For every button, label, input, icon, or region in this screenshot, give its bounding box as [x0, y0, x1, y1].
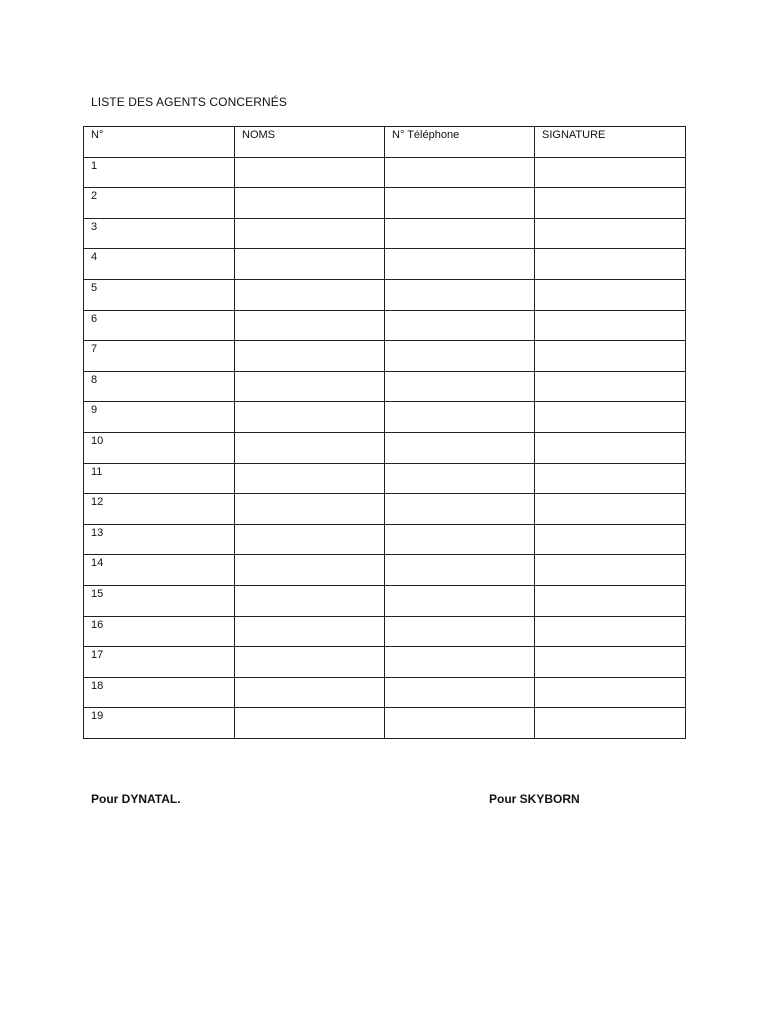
row-name-value: [242, 280, 384, 283]
row-name-value: [242, 464, 384, 467]
row-number-cell: [84, 585, 235, 616]
table-row: [84, 494, 686, 525]
row-name-value: [242, 372, 384, 375]
row-name-cell[interactable]: [235, 616, 385, 647]
row-signature-cell[interactable]: [535, 708, 686, 739]
row-number-cell: [84, 188, 235, 219]
row-phone-value: [392, 708, 534, 711]
row-name-value: [242, 555, 384, 558]
row-number-value: 17: [91, 649, 104, 662]
footer-dynatal: Pour DYNATAL.: [91, 792, 181, 806]
row-signature-cell[interactable]: [535, 616, 686, 647]
row-signature-value: [542, 219, 685, 222]
row-phone-cell[interactable]: [385, 249, 535, 280]
row-phone-value: [392, 617, 534, 620]
row-name-cell[interactable]: [235, 402, 385, 433]
agents-table: [83, 126, 686, 739]
footer-skyborn: Pour SKYBORN: [489, 792, 580, 806]
header-phone-label: N° Téléphone: [392, 129, 460, 141]
row-signature-value: [542, 249, 685, 252]
row-name-value: [242, 525, 384, 528]
row-name-value: [242, 188, 384, 191]
row-number-value: 1: [91, 159, 98, 172]
row-number-value: 3: [91, 220, 98, 233]
row-phone-value: [392, 525, 534, 528]
row-name-value: [242, 219, 384, 222]
row-name-cell[interactable]: [235, 432, 385, 463]
row-name-value: [242, 158, 384, 161]
row-name-cell[interactable]: [235, 218, 385, 249]
table-row: [84, 310, 686, 341]
row-signature-value: [542, 280, 685, 283]
row-number-value: 5: [91, 281, 98, 294]
row-signature-cell[interactable]: [535, 555, 686, 586]
row-phone-cell[interactable]: [385, 402, 535, 433]
row-signature-cell[interactable]: [535, 524, 686, 555]
row-name-value: [242, 647, 384, 650]
row-number-value: 10: [91, 434, 104, 447]
row-phone-value: [392, 464, 534, 467]
row-signature-cell[interactable]: [535, 494, 686, 525]
row-name-value: [242, 708, 384, 711]
row-name-cell[interactable]: [235, 341, 385, 372]
row-phone-value: [392, 586, 534, 589]
row-phone-value: [392, 188, 534, 191]
row-phone-cell[interactable]: [385, 371, 535, 402]
row-signature-cell[interactable]: [535, 463, 686, 494]
row-name-value: [242, 494, 384, 497]
header-phone: [385, 127, 535, 158]
table-row: [84, 157, 686, 188]
table-row: [84, 524, 686, 555]
row-signature-cell[interactable]: [535, 218, 686, 249]
document-title: LISTE DES AGENTS CONCERNÉS: [91, 95, 287, 109]
row-number-value: 6: [91, 312, 98, 325]
row-signature-cell[interactable]: [535, 585, 686, 616]
row-phone-cell[interactable]: [385, 555, 535, 586]
row-number-cell: [84, 341, 235, 372]
table-row: [84, 616, 686, 647]
row-signature-cell[interactable]: [535, 279, 686, 310]
row-signature-value: [542, 494, 685, 497]
row-signature-cell[interactable]: [535, 157, 686, 188]
row-number-cell: [84, 708, 235, 739]
row-signature-value: [542, 464, 685, 467]
row-phone-cell[interactable]: [385, 463, 535, 494]
row-phone-cell[interactable]: [385, 524, 535, 555]
row-signature-value: [542, 647, 685, 650]
row-signature-value: [542, 678, 685, 681]
row-name-value: [242, 341, 384, 344]
row-name-cell[interactable]: [235, 157, 385, 188]
row-phone-value: [392, 555, 534, 558]
table-row: [84, 555, 686, 586]
row-number-value: 13: [91, 526, 104, 539]
row-number-value: 19: [91, 710, 104, 723]
row-name-cell[interactable]: [235, 249, 385, 280]
row-phone-cell[interactable]: [385, 157, 535, 188]
row-phone-value: [392, 311, 534, 314]
row-number-value: 15: [91, 587, 104, 600]
row-phone-cell[interactable]: [385, 218, 535, 249]
row-signature-cell[interactable]: [535, 402, 686, 433]
row-name-value: [242, 311, 384, 314]
table-body: [84, 157, 686, 738]
row-signature-value: [542, 311, 685, 314]
row-number-value: 2: [91, 190, 98, 203]
row-signature-value: [542, 708, 685, 711]
row-number-cell: [84, 555, 235, 586]
row-name-cell[interactable]: [235, 647, 385, 678]
row-number-cell: [84, 279, 235, 310]
table-row: [84, 218, 686, 249]
row-signature-cell[interactable]: [535, 249, 686, 280]
table-row: [84, 647, 686, 678]
row-name-value: [242, 433, 384, 436]
row-number-value: 7: [91, 343, 98, 356]
row-phone-value: [392, 678, 534, 681]
row-phone-cell[interactable]: [385, 341, 535, 372]
row-phone-cell[interactable]: [385, 708, 535, 739]
row-number-cell: [84, 647, 235, 678]
row-signature-value: [542, 617, 685, 620]
row-phone-value: [392, 280, 534, 283]
row-number-value: 14: [91, 557, 104, 570]
row-phone-cell[interactable]: [385, 310, 535, 341]
row-name-cell[interactable]: [235, 555, 385, 586]
row-name-cell[interactable]: [235, 524, 385, 555]
row-number-cell: [84, 616, 235, 647]
header-number-label: N°: [91, 129, 104, 141]
row-signature-cell[interactable]: [535, 677, 686, 708]
table-row: [84, 585, 686, 616]
row-signature-value: [542, 158, 685, 161]
row-name-value: [242, 678, 384, 681]
row-signature-value: [542, 433, 685, 436]
header-names: [235, 127, 385, 158]
table-row: [84, 463, 686, 494]
row-signature-cell[interactable]: [535, 432, 686, 463]
row-signature-value: [542, 555, 685, 558]
row-number-cell: [84, 249, 235, 280]
table-row: [84, 341, 686, 372]
row-phone-value: [392, 219, 534, 222]
row-number-value: 18: [91, 679, 104, 692]
row-phone-value: [392, 494, 534, 497]
row-number-value: 11: [91, 465, 103, 478]
row-signature-value: [542, 586, 685, 589]
row-number-cell: [84, 371, 235, 402]
row-signature-value: [542, 402, 685, 405]
row-signature-cell[interactable]: [535, 371, 686, 402]
row-number-value: 4: [91, 251, 98, 264]
row-number-value: 16: [91, 618, 104, 631]
row-name-cell[interactable]: [235, 463, 385, 494]
row-phone-value: [392, 249, 534, 252]
row-number-cell: [84, 310, 235, 341]
row-phone-cell[interactable]: [385, 677, 535, 708]
table-row: [84, 249, 686, 280]
row-phone-cell[interactable]: [385, 585, 535, 616]
table-row: [84, 188, 686, 219]
row-number-value: 12: [91, 496, 104, 509]
table-row: [84, 677, 686, 708]
row-phone-cell[interactable]: [385, 647, 535, 678]
table-row: [84, 371, 686, 402]
header-names-label: NOMS: [242, 129, 275, 141]
row-signature-cell[interactable]: [535, 341, 686, 372]
row-phone-value: [392, 372, 534, 375]
row-signature-value: [542, 341, 685, 344]
row-phone-value: [392, 433, 534, 436]
row-name-cell[interactable]: [235, 371, 385, 402]
row-name-value: [242, 249, 384, 252]
row-name-value: [242, 402, 384, 405]
row-name-value: [242, 586, 384, 589]
row-number-cell: [84, 432, 235, 463]
row-name-value: [242, 617, 384, 620]
row-name-cell[interactable]: [235, 585, 385, 616]
row-number-cell: [84, 463, 235, 494]
row-number-cell: [84, 677, 235, 708]
row-signature-cell[interactable]: [535, 647, 686, 678]
row-name-cell[interactable]: [235, 677, 385, 708]
row-name-cell[interactable]: [235, 310, 385, 341]
row-name-cell[interactable]: [235, 494, 385, 525]
row-name-cell[interactable]: [235, 279, 385, 310]
row-phone-value: [392, 341, 534, 344]
row-phone-value: [392, 647, 534, 650]
row-name-cell[interactable]: [235, 188, 385, 219]
row-phone-value: [392, 402, 534, 405]
row-phone-cell[interactable]: [385, 279, 535, 310]
row-number-value: 9: [91, 404, 98, 417]
row-name-cell[interactable]: [235, 708, 385, 739]
row-signature-value: [542, 188, 685, 191]
row-signature-cell[interactable]: [535, 310, 686, 341]
table-header-row: [84, 127, 686, 158]
row-number-cell: [84, 402, 235, 433]
row-number-cell: [84, 494, 235, 525]
row-number-cell: [84, 218, 235, 249]
table-row: [84, 432, 686, 463]
row-phone-cell[interactable]: [385, 432, 535, 463]
row-number-cell: [84, 157, 235, 188]
row-phone-value: [392, 158, 534, 161]
header-signature: [535, 127, 686, 158]
row-signature-value: [542, 372, 685, 375]
row-phone-cell[interactable]: [385, 188, 535, 219]
row-number-value: 8: [91, 373, 98, 386]
table-row: [84, 402, 686, 433]
table-row: [84, 279, 686, 310]
header-number: [84, 127, 235, 158]
header-signature-label: SIGNATURE: [542, 129, 606, 141]
row-signature-cell[interactable]: [535, 188, 686, 219]
row-signature-value: [542, 525, 685, 528]
row-number-cell: [84, 524, 235, 555]
row-phone-cell[interactable]: [385, 494, 535, 525]
row-phone-cell[interactable]: [385, 616, 535, 647]
table-row: [84, 708, 686, 739]
